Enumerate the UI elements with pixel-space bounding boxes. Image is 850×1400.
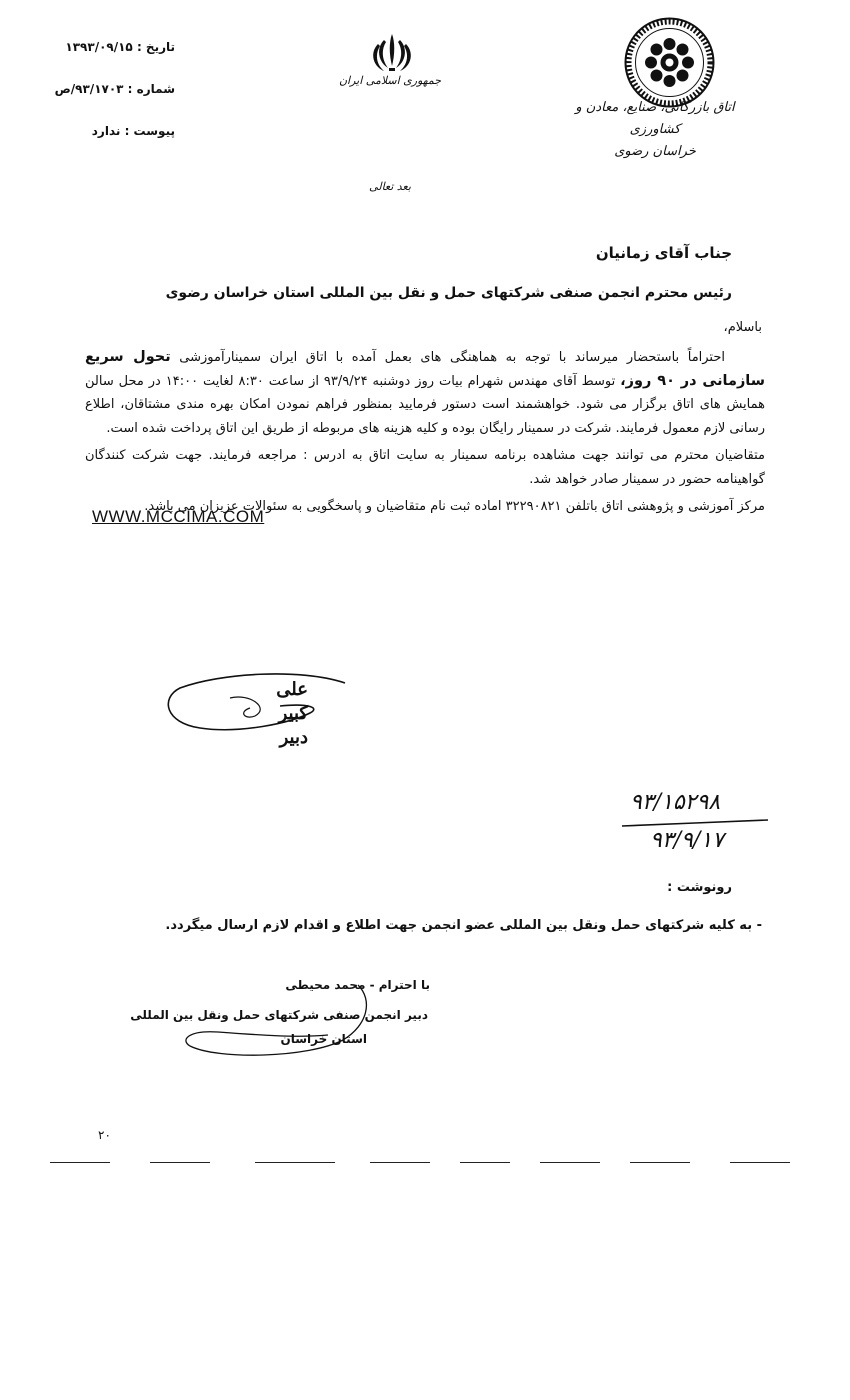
signatory bbox=[248, 678, 308, 750]
paragraph-1 bbox=[85, 346, 765, 440]
letter-body bbox=[85, 346, 765, 519]
footer-line-8 bbox=[730, 1162, 790, 1163]
organization-name bbox=[570, 97, 740, 163]
date-label: تاریخ : bbox=[136, 40, 175, 54]
footer-line-7 bbox=[630, 1162, 690, 1163]
footer-line-5 bbox=[460, 1162, 510, 1163]
greeting: باسلام، bbox=[723, 320, 762, 335]
copy-label: رونوشت : bbox=[667, 880, 732, 895]
website-link[interactable]: WWW.MCCIMA.COM bbox=[92, 507, 265, 526]
handwritten-number: ۹۳/۱۵۲۹۸ bbox=[630, 790, 721, 815]
paragraph-3: مرکز آموزشی و پژوهشی اتاق باتلفن ۳۲۲۹۰۸۲۱ اماده ثبت نام متقاضیان و پاسخگویی به سئوالات عزیزان می باشد. bbox=[144, 499, 765, 514]
closing-line: با احترام - محمد محیطی bbox=[285, 978, 430, 992]
addressee-title: رئیس محترم انجمن صنفی شرکتهای حمل و نقل بین المللی استان خراسان رضوی bbox=[165, 285, 732, 301]
attachment-value: ندارد bbox=[91, 124, 121, 138]
iran-emblem-icon bbox=[356, 30, 428, 74]
p1-end: توسط آقای مهندس شهرام بیات روز دوشنبه ۹۳/۹/۲۴ از ساعت ۸:۳۰ لغایت ۱۴:۰۰ در محل سالن همایش های اتاق برگزار می شود. خواهشمند است دستور فرمایید بمنظور فراهم نمودن امکان بهره مندی مشتاقان، اطلاع رسانی لازم معمول فرمایند. شرکت در سمینار رایگان بوده و کلیه هزینه های مربوطه از طریق این اتاق پرداخت شده است. bbox=[85, 373, 765, 436]
number-value: ۹۳/۱۷۰۳/ص bbox=[54, 82, 124, 96]
second-signature-scribble bbox=[178, 980, 378, 1060]
handwritten-date: ۹۳/۹/۱۷ bbox=[650, 828, 724, 853]
page-number: ۲۰ bbox=[98, 1128, 111, 1142]
footer-line-3 bbox=[255, 1162, 335, 1163]
emblem-caption: جمهوری اسلامی ایران bbox=[338, 74, 442, 87]
footer-line-1 bbox=[50, 1162, 110, 1163]
attachment-label: پیوست : bbox=[124, 124, 175, 138]
org-line-2: خراسان رضوی bbox=[614, 144, 696, 159]
copy-text: - به کلیه شرکتهای حمل ونقل بین المللی عضو انجمن جهت اطلاع و اقدام لازم ارسال میگردد. bbox=[165, 918, 762, 933]
signatory-title: دبیر bbox=[279, 727, 308, 748]
seminar-title: تحول سریع سازمانی در ۹۰ روز، bbox=[85, 349, 766, 389]
org-line-1: اتاق بازرگانی، صنایع، معادن و کشاورزی bbox=[575, 100, 735, 137]
p1-start: احتراماً باستحضار میرساند با توجه به هماهنگی های بعمل آمده با اتاق ایران سمینارآموزشی bbox=[170, 350, 726, 365]
sender-title-2: استان خراسان bbox=[280, 1032, 367, 1046]
number-line bbox=[30, 82, 175, 96]
footer-line-4 bbox=[370, 1162, 430, 1163]
attachment-line bbox=[30, 124, 175, 138]
sender-title-1: دبیر انجمن صنفی شرکتهای حمل ونقل بین المللی bbox=[130, 1008, 428, 1022]
footer-line-2 bbox=[150, 1162, 210, 1163]
date-line bbox=[30, 40, 175, 54]
footer-line-6 bbox=[540, 1162, 600, 1163]
date-value: ۱۳۹۳/۰۹/۱۵ bbox=[65, 40, 133, 54]
number-label: شماره : bbox=[127, 82, 175, 96]
signatory-name: علی کبیر bbox=[276, 679, 308, 724]
paragraph-2: متقاضیان محترم می توانند جهت مشاهده برنامه سمینار به سایت اتاق به ادرس : مراجعه فرمایند. جهت شرکت کنندگان گواهینامه حضور در سمینار صادر خواهد شد. bbox=[85, 448, 765, 487]
chamber-logo-icon bbox=[622, 15, 717, 110]
addressee-name: جناب آقای زمانیان bbox=[595, 244, 732, 262]
basmala: بعد تعالی bbox=[369, 180, 411, 193]
